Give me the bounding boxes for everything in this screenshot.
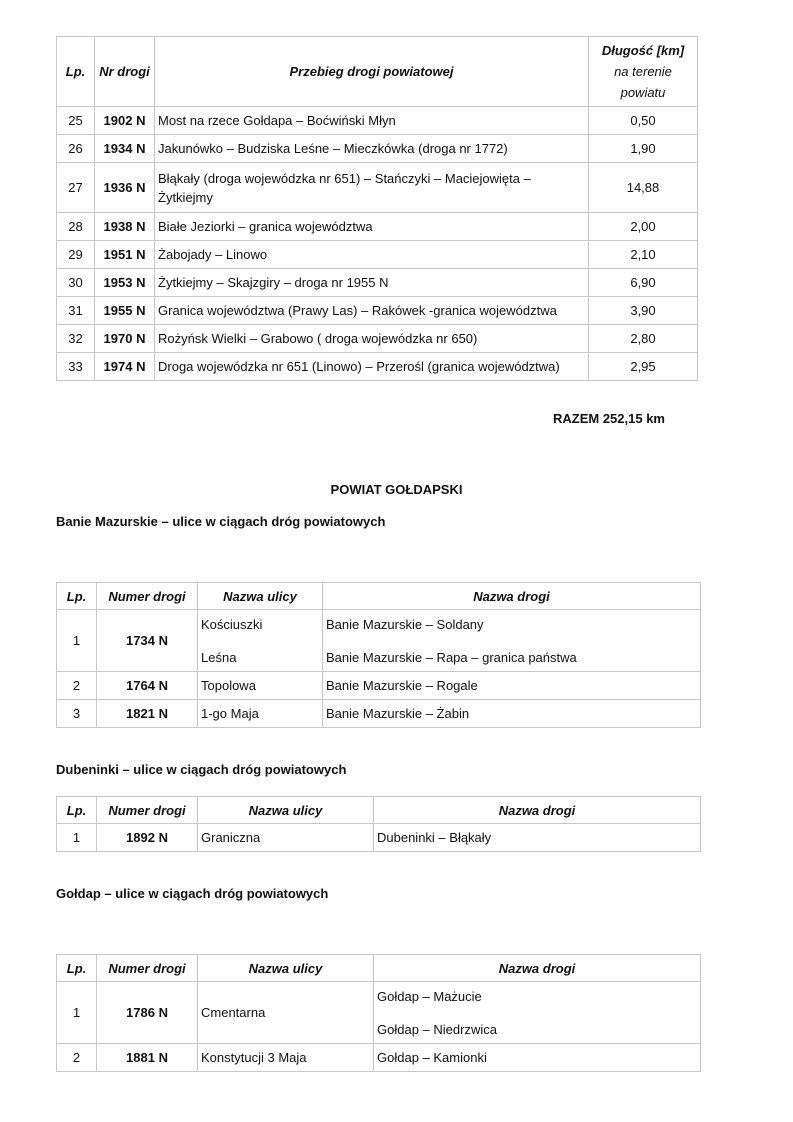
street-name: Topolowa: [201, 678, 256, 693]
header-dlugosc: [589, 37, 698, 107]
row-lp: 28: [57, 213, 95, 241]
street-name: Konstytucji 3 Maja: [201, 1050, 307, 1065]
row-streets: [198, 982, 374, 1044]
table-row: [57, 325, 698, 353]
street-name: Kościuszki: [201, 616, 263, 632]
row-przebieg: Białe Jeziorki – granica województwa: [155, 213, 589, 241]
road-name: Banie Mazurskie – Soldany: [326, 616, 484, 632]
row-dlugosc: 2,95: [589, 353, 698, 381]
row-numer-drogi: 1786 N: [97, 982, 198, 1044]
dubeninki-header-street: Nazwa ulicy: [198, 797, 374, 824]
row-lp: 26: [57, 135, 95, 163]
row-lp: 32: [57, 325, 95, 353]
table-row: [57, 700, 701, 728]
street-name: 1-go Maja: [201, 706, 259, 721]
row-lp: 1: [57, 982, 97, 1044]
road-name: Dubeninki – Błąkały: [377, 830, 492, 845]
goldap-title: Gołdap – ulice w ciągach dróg powiatowych: [56, 886, 329, 901]
row-dlugosc: 14,88: [589, 163, 698, 213]
row-dlugosc: 3,90: [589, 297, 698, 325]
row-streets: [198, 1044, 374, 1072]
row-lp: 30: [57, 269, 95, 297]
row-nr-drogi: 1955 N: [95, 297, 155, 325]
row-roads: [374, 1044, 701, 1072]
row-numer-drogi: 1734 N: [97, 610, 198, 672]
row-lp: 1: [57, 610, 97, 672]
banie-header-nr: Numer drogi: [97, 583, 198, 610]
goldap-header-nr: Numer drogi: [97, 955, 198, 982]
row-lp: 33: [57, 353, 95, 381]
row-nr-drogi: 1938 N: [95, 213, 155, 241]
row-dlugosc: 2,80: [589, 325, 698, 353]
table-row: [57, 824, 701, 852]
row-roads: [323, 672, 701, 700]
row-lp: 27: [57, 163, 95, 213]
row-roads: [374, 982, 701, 1044]
header-przebieg: Przebieg drogi powiatowej: [155, 37, 589, 107]
dubeninki-header-road: Nazwa drogi: [374, 797, 701, 824]
road-name: Gołdap – Niedrzwica: [377, 1021, 497, 1037]
goldap-header-lp: Lp.: [57, 955, 97, 982]
header-dlugosc-line2: na terenie: [614, 64, 672, 79]
table-row: [57, 982, 701, 1044]
road-name: Banie Mazurskie – Rogale: [326, 678, 478, 693]
dubeninki-header-nr: Numer drogi: [97, 797, 198, 824]
row-lp: 31: [57, 297, 95, 325]
street-name: Graniczna: [201, 830, 261, 845]
row-numer-drogi: 1892 N: [97, 824, 198, 852]
row-lp: 2: [57, 672, 97, 700]
row-nr-drogi: 1936 N: [95, 163, 155, 213]
dubeninki-table: [56, 796, 701, 852]
row-przebieg: Żabojady – Linowo: [155, 241, 589, 269]
row-nr-drogi: 1953 N: [95, 269, 155, 297]
table-row: [57, 1044, 701, 1072]
row-nr-drogi: 1951 N: [95, 241, 155, 269]
street-name: Cmentarna: [201, 1005, 266, 1020]
street-name: Leśna: [201, 649, 237, 665]
row-dlugosc: 2,10: [589, 241, 698, 269]
banie-title: Banie Mazurskie – ulice w ciągach dróg powiatowych: [56, 514, 386, 529]
roads-table: [56, 36, 698, 381]
goldap-table: [56, 954, 701, 1072]
row-przebieg: Rożyńsk Wielki – Grabowo ( droga wojewódzka nr 650): [155, 325, 589, 353]
road-name: Banie Mazurskie – Rapa – granica państwa: [326, 649, 577, 665]
goldap-header-street: Nazwa ulicy: [198, 955, 374, 982]
row-nr-drogi: 1974 N: [95, 353, 155, 381]
row-streets: [198, 700, 323, 728]
banie-table: [56, 582, 701, 728]
row-roads: [323, 610, 701, 672]
row-lp: 29: [57, 241, 95, 269]
road-name: Gołdap – Mażucie: [377, 988, 482, 1004]
table-row: [57, 269, 698, 297]
banie-header-street: Nazwa ulicy: [198, 583, 323, 610]
row-numer-drogi: 1764 N: [97, 672, 198, 700]
row-numer-drogi: 1821 N: [97, 700, 198, 728]
table-row: [57, 135, 698, 163]
row-przebieg: Błąkały (droga wojewódzka nr 651) – Stańczyki – Maciejowięta – Żytkiejmy: [155, 163, 589, 213]
row-dlugosc: 0,50: [589, 107, 698, 135]
dubeninki-title: Dubeninki – ulice w ciągach dróg powiatowych: [56, 762, 347, 777]
goldap-header-road: Nazwa drogi: [374, 955, 701, 982]
row-streets: [198, 610, 323, 672]
row-lp: 25: [57, 107, 95, 135]
row-lp: 2: [57, 1044, 97, 1072]
row-dlugosc: 1,90: [589, 135, 698, 163]
header-nr-drogi: Nr drogi: [95, 37, 155, 107]
header-dlugosc-line3: powiatu: [620, 85, 666, 100]
total-label: RAZEM 252,15 km: [553, 411, 665, 426]
road-name: Banie Mazurskie – Żabin: [326, 706, 470, 721]
row-numer-drogi: 1881 N: [97, 1044, 198, 1072]
row-streets: [198, 672, 323, 700]
table-row: [57, 353, 698, 381]
row-dlugosc: 6,90: [589, 269, 698, 297]
row-lp: 3: [57, 700, 97, 728]
row-streets: [198, 824, 374, 852]
row-roads: [323, 700, 701, 728]
row-przebieg: Droga wojewódzka nr 651 (Linowo) – Przerośl (granica województwa): [155, 353, 589, 381]
table-row: [57, 241, 698, 269]
header-lp: Lp.: [57, 37, 95, 107]
row-lp: 1: [57, 824, 97, 852]
row-przebieg: Żytkiejmy – Skajzgiry – droga nr 1955 N: [155, 269, 589, 297]
row-nr-drogi: 1970 N: [95, 325, 155, 353]
banie-header-road: Nazwa drogi: [323, 583, 701, 610]
dubeninki-header-lp: Lp.: [57, 797, 97, 824]
row-nr-drogi: 1902 N: [95, 107, 155, 135]
row-przebieg: Jakunówko – Budziska Leśne – Mieczkówka (droga nr 1772): [155, 135, 589, 163]
table-row: [57, 672, 701, 700]
powiat-title: POWIAT GOŁDAPSKI: [330, 482, 463, 497]
row-przebieg: Granica województwa (Prawy Las) – Rakówek -granica województwa: [155, 297, 589, 325]
table-row: [57, 213, 698, 241]
table-row: [57, 610, 701, 672]
row-przebieg: Most na rzece Gołdapa – Boćwiński Młyn: [155, 107, 589, 135]
table-row: [57, 297, 698, 325]
header-dlugosc-line1: Długość [km]: [601, 43, 685, 58]
row-dlugosc: 2,00: [589, 213, 698, 241]
row-nr-drogi: 1934 N: [95, 135, 155, 163]
row-roads: [374, 824, 701, 852]
road-name: Gołdap – Kamionki: [377, 1050, 487, 1065]
banie-header-lp: Lp.: [57, 583, 97, 610]
table-row: [57, 163, 698, 213]
table-row: [57, 107, 698, 135]
